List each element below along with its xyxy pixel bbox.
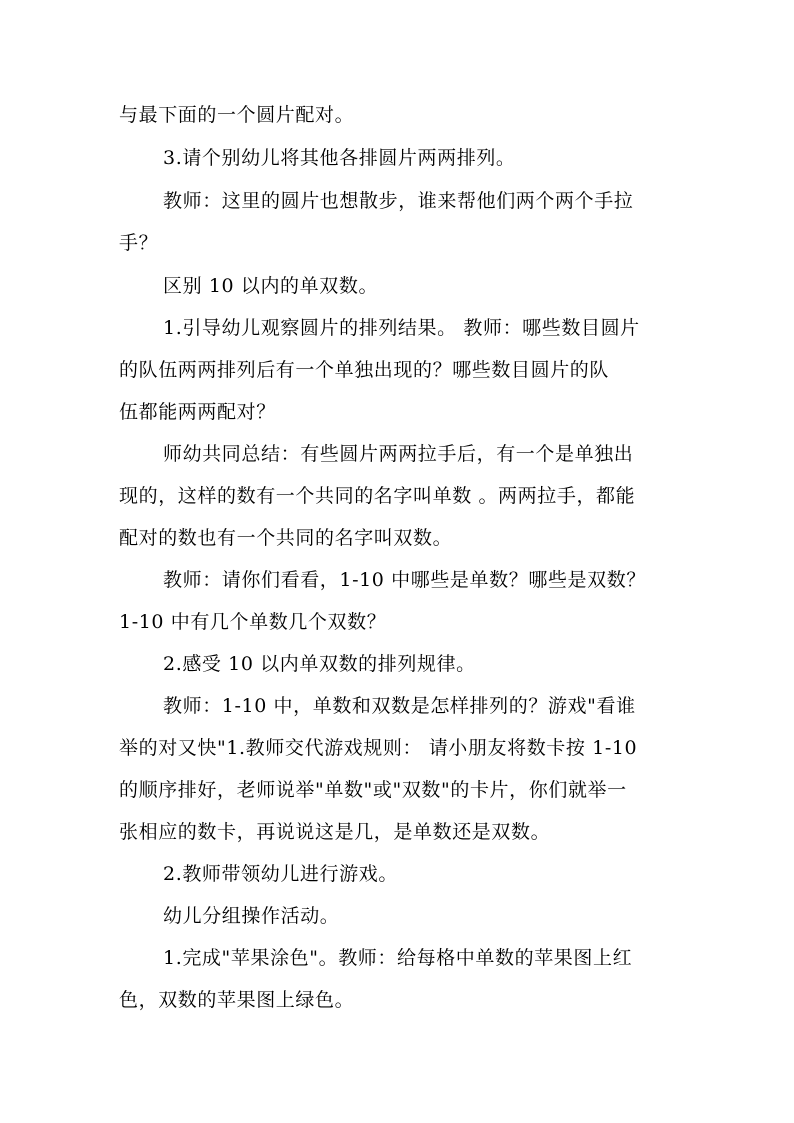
text-line: 张相应的数卡，再说说这是几，是单数还是双数。 — [119, 821, 551, 843]
text-line: 的队伍两两排列后有一个单独出现的？哪些数目圆片的队 — [119, 359, 610, 381]
text-line: 配对的数也有一个共同的名字叫双数。 — [119, 527, 453, 549]
text-line: 举的对又快"1.教师交代游戏规则： 请小朋友将数卡按 1-10 — [119, 737, 638, 759]
text-line: 区别 10 以内的单双数。 — [163, 275, 379, 297]
text-line: 1.完成"苹果涂色"。教师：给每格中单数的苹果图上红 — [163, 947, 633, 969]
text-line: 与最下面的一个圆片配对。 — [119, 104, 355, 126]
text-line: 教师：1-10 中，单数和双数是怎样排列的？游戏"看谁 — [163, 695, 636, 717]
text-line: 1-10 中有几个单数几个双数？ — [119, 611, 387, 633]
text-line: 色，双数的苹果图上绿色。 — [119, 989, 355, 1011]
text-line: 幼儿分组操作活动。 — [163, 905, 340, 927]
text-line: 伍都能两两配对？ — [119, 401, 276, 423]
text-line: 1.引导幼儿观察圆片的排列结果。 教师：哪些数目圆片 — [163, 317, 640, 339]
text-line: 现的，这样的数有一个共同的名字叫单数 。两两拉手，都能 — [119, 485, 636, 507]
text-line: 师幼共同总结：有些圆片两两拉手后，有一个是单独出 — [163, 443, 634, 465]
text-line: 教师：请你们看看，1-10 中哪些是单数？哪些是双数？ — [163, 569, 646, 591]
text-line: 的顺序排好，老师说举"单数"或"双数"的卡片，你们就举一 — [119, 779, 627, 801]
text-line: 2.感受 10 以内单双数的排列规律。 — [163, 653, 476, 675]
text-line: 手？ — [119, 232, 159, 254]
text-line: 3.请个别幼儿将其他各排圆片两两排列。 — [163, 147, 516, 169]
text-line: 教师：这里的圆片也想散步，谁来帮他们两个两个手拉 — [163, 190, 634, 212]
text-line: 2.教师带领幼儿进行游戏。 — [163, 863, 398, 885]
